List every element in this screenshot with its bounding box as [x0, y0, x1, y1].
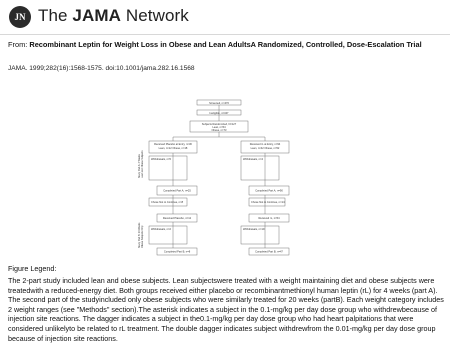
randomized-obese-text: Obese, n=73 [211, 129, 227, 132]
randomized-text: Subjects Randomized, N=127 [201, 123, 237, 126]
article-title[interactable]: Recombinant Leptin for Weight Loss in Obese and Lean AdultsA Randomized, Controlled, Dose-Escalation Trial [29, 40, 422, 49]
part-b-side-label: Study Part B: 20 Weeks [138, 222, 141, 248]
part-b-side-sublabel: Obese Subjects Only [141, 225, 144, 248]
withdrawals-a-left-text: Withdrawals, n=5 [151, 158, 171, 161]
article-citation: JAMA. 1999;282(16):1568-1575. doi:10.1001/jama.282.16.1568 [8, 65, 195, 72]
leptin-text: Received rL at Entry, n=94 [249, 143, 281, 146]
article-source [8, 40, 444, 49]
randomized-lean-text: Lean, n=54 [212, 126, 226, 129]
figure-legend-text: The 2-part study included lean and obese subjects. Lean subjectswere treated with a weight maintaining diet and obese subjects were treatedwith a reduced-energy diet. Both groups received either placebo or recombinantmethionyl human leptin (rL) for 4 weeks (part A). The second part of the studyincluded only obese subjects who were similarly treated for 20 weeks (partB). Each weight category includes 2 weight ranges (see "Methods" section).The asterisk indicates a subject in the 0.1-mg/kg per day dose group who withdrewbecause of injection site reactions. The dagger indicates a subject in the0.1-mg/kg per day dose group who had heart palpitations that were considered unlikelyto be related to rL treatment. The double dagger indicates subject withdrewfrom the 0.01-mg/kg per day dose group because of injection site reactions. [8, 276, 444, 343]
placebo-sub-text: Lean, n=12 Obese, n=18 [158, 147, 188, 150]
part-a-side-label: Study Part A: 4 Weeks [138, 154, 141, 178]
part-a-side-sublabel: Lean and Obese Subjects [141, 150, 144, 178]
completed-b-left-text: Completed Part B, n=8 [163, 250, 191, 254]
from-label: From: [8, 40, 30, 49]
chose-not-right-text: Chose Not to Continue, n=14 [251, 201, 285, 204]
ineligible-text: Ineligible, n=347 [209, 111, 229, 115]
withdrawals-b-left-text: Withdrawals, n=2 [151, 228, 171, 231]
completed-a-left-text: Completed Part A, n=25 [163, 189, 191, 193]
study-flow-diagram[interactable] [135, 98, 325, 258]
placebo-b-text: Received Placebo, n=12 [162, 217, 192, 220]
header-divider [0, 34, 450, 35]
site-header [0, 0, 450, 35]
withdrawals-a-right-text: Withdrawals, n=4 [243, 158, 263, 161]
placebo-text: Received Placebo at Entry, n=30 [154, 143, 192, 146]
completed-a-right-text: Completed Part A, n=90 [255, 189, 283, 193]
screened-text: Screened, n=470 [209, 101, 229, 105]
flow-diagram-svg [135, 98, 325, 258]
logo-prefix: The [38, 6, 73, 25]
leptin-sub-text: Lean, n=42 Obese, n=52 [250, 147, 280, 150]
logo-brand: JAMA [72, 6, 121, 25]
completed-b-right-text: Completed Part B, n=47 [255, 250, 283, 254]
jama-network-logo-text[interactable] [38, 6, 189, 26]
figure-legend-label: Figure Legend: [8, 264, 57, 273]
leptin-b-text: Received rL, n=54 [258, 217, 280, 220]
withdrawals-b-right-text: Withdrawals, n=19 [243, 228, 265, 231]
logo-suffix: Network [121, 6, 189, 25]
jama-network-logo-icon[interactable]: JN [9, 6, 31, 28]
chose-not-left-text: Chose Not to Continue, n=8 [151, 201, 184, 204]
